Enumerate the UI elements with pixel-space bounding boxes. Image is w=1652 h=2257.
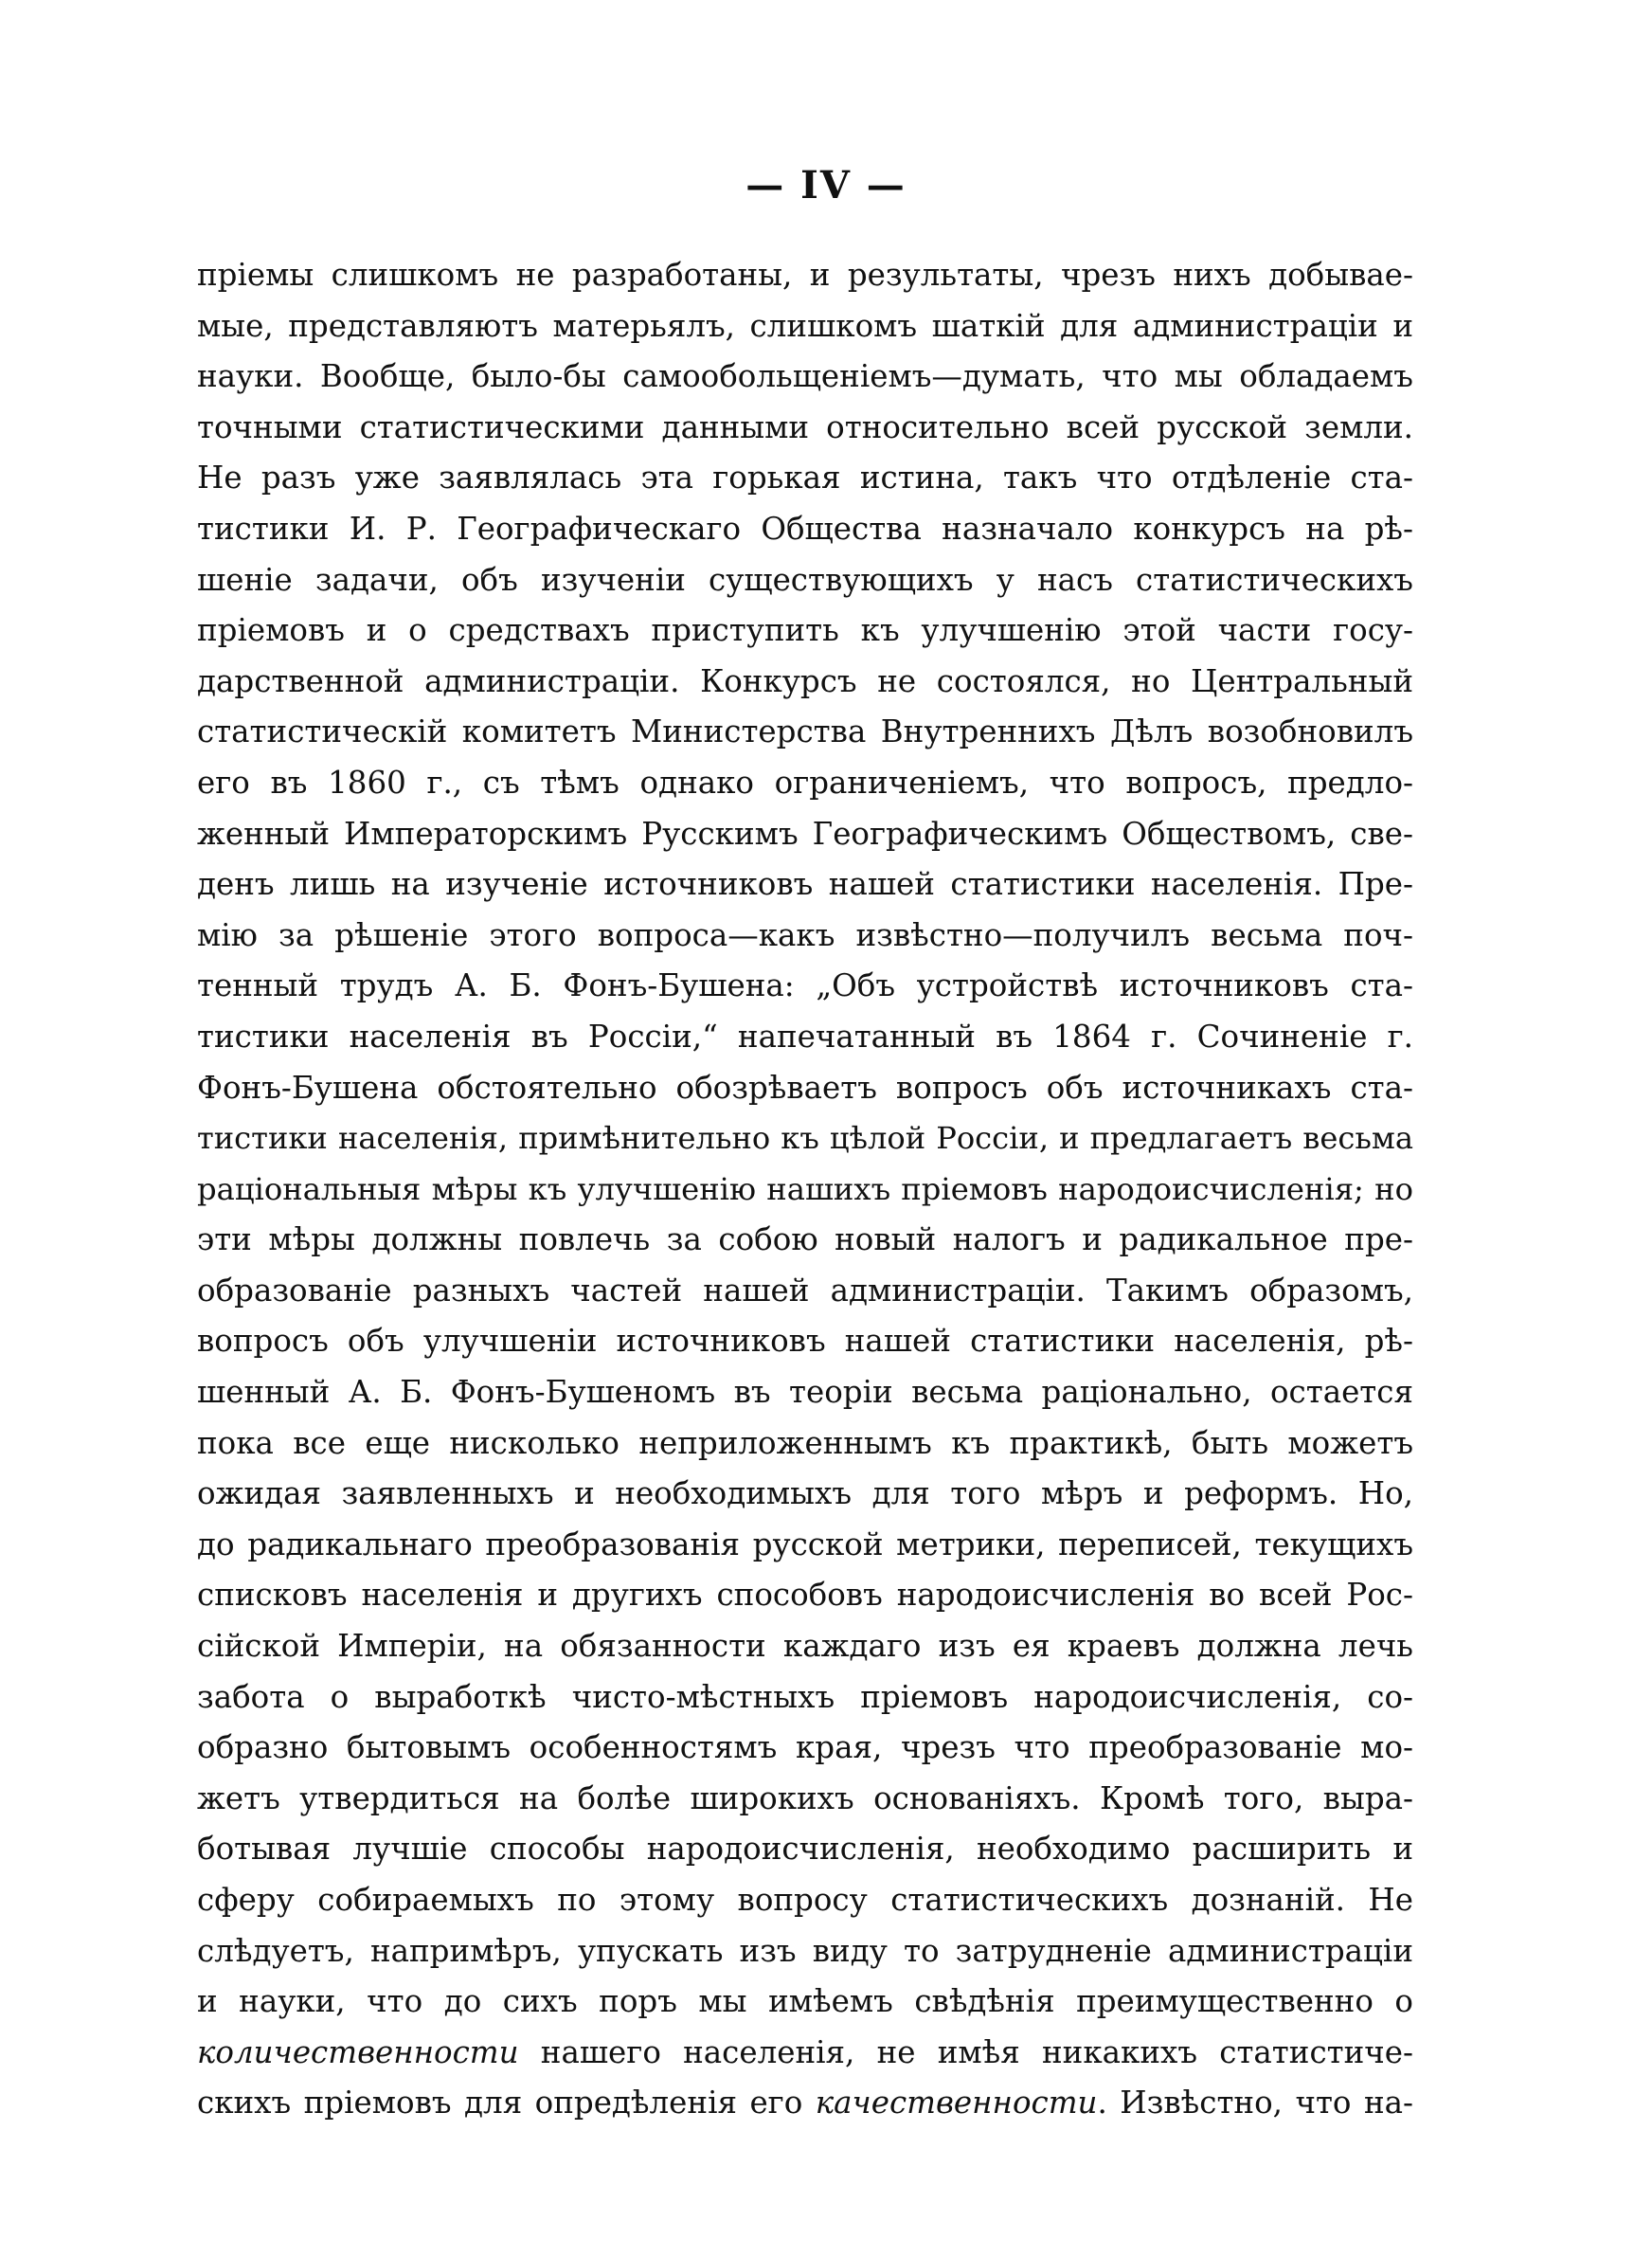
text-line (197, 707, 1413, 758)
text-segment: точными статистическими данными относительно всей русской земли. (197, 408, 1413, 445)
text-line (197, 1520, 1413, 1571)
text-line (197, 1215, 1413, 1266)
text-line (197, 1672, 1413, 1724)
text-line (197, 1469, 1413, 1520)
text-segment: науки. Вообще, было-бы самообольщеніемъ—думать, что мы обладаемъ (197, 358, 1413, 395)
text-segment: мые, представляютъ матерьялъ, слишкомъ шаткій для администраціи и (197, 307, 1413, 344)
text-segment: Не разъ уже заявлялась эта горькая истина, такъ что отдѣленіе ста- (197, 460, 1413, 497)
text-line (197, 1875, 1413, 1926)
text-segment: тенный трудъ А. Б. Фонъ-Бушена: „Объ устройствѣ источниковъ ста- (197, 967, 1413, 1004)
text-segment: до радикальнаго преобразованія русской метрики, переписей, текущихъ (197, 1526, 1413, 1562)
text-line (197, 1723, 1413, 1774)
body-text (197, 250, 1413, 2129)
text-line (197, 352, 1413, 403)
text-segment: тистики населенія въ Россіи,“ напечатанный въ 1864 г. Сочиненіе г. (197, 1018, 1413, 1055)
text-line (197, 301, 1413, 352)
text-line (197, 2078, 1413, 2129)
text-line (197, 504, 1413, 555)
text-line (197, 1165, 1413, 1216)
text-segment: вопросъ объ улучшеніи источниковъ нашей статистики населенія, рѣ- (197, 1323, 1413, 1360)
text-line (197, 605, 1413, 657)
text-segment: забота о выработкѣ чисто-мѣстныхъ пріемовъ народоисчисленія, со- (197, 1678, 1413, 1715)
text-segment: скихъ пріемовъ для опредѣленія его (197, 2085, 816, 2122)
text-segment: его въ 1860 г., съ тѣмъ однако ограниченіемъ, что вопросъ, предло- (197, 764, 1413, 801)
text-segment: сійской Имперіи, на обязанности каждаго изъ ея краевъ должна лечь (197, 1628, 1413, 1665)
text-segment: тистики населенія, примѣнительно къ цѣлой Россіи, и предлагаетъ весьма (197, 1120, 1413, 1157)
page-number: — IV — (745, 163, 907, 208)
text-line (197, 1570, 1413, 1621)
text-segment: и науки, что до сихъ поръ мы имѣемъ свѣдѣнія преимущественно о (197, 1983, 1413, 2020)
text-segment: женный Императорскимъ Русскимъ Географическимъ Обществомъ, све- (197, 815, 1413, 852)
text-segment: образно бытовымъ особенностямъ края, чрезъ что преобразованіе мо- (197, 1729, 1413, 1766)
text-line (197, 453, 1413, 504)
text-line (197, 911, 1413, 962)
text-line (197, 859, 1413, 911)
text-line (197, 1367, 1413, 1418)
italic-text: качественности (815, 2085, 1098, 2122)
text-segment: ботывая лучшіе способы народоисчисленія, необходимо расширить и (197, 1831, 1413, 1868)
text-segment: раціональныя мѣры къ улучшенію нашихъ пріемовъ народоисчисленія; но (197, 1170, 1413, 1207)
text-line (197, 1774, 1413, 1825)
text-line (197, 657, 1413, 708)
text-line (197, 403, 1413, 454)
text-segment: эти мѣры должны повлечь за собою новый налогъ и радикальное пре- (197, 1221, 1413, 1258)
text-segment: пріемовъ и о средствахъ приступить къ улучшенію этой части госу- (197, 612, 1413, 649)
text-line (197, 1977, 1413, 2028)
text-segment: дарственной администраціи. Конкурсъ не состоялся, но Центральный (197, 662, 1413, 699)
text-segment: нашего населенія, не имѣя никакихъ статистиче- (518, 2033, 1413, 2070)
text-segment: жетъ утвердиться на болѣе широкихъ основаніяхъ. Кромѣ того, выра- (197, 1779, 1413, 1816)
text-line (197, 1063, 1413, 1114)
text-segment: пока все еще нисколько неприложеннымъ къ практикѣ, быть можетъ (197, 1424, 1413, 1461)
text-segment: статистическій комитетъ Министерства Внутреннихъ Дѣлъ возобновилъ (197, 713, 1413, 750)
text-segment: слѣдуетъ, напримѣръ, упускать изъ виду то затрудненіе администраціи (197, 1932, 1413, 1969)
text-segment: пріемы слишкомъ не разработаны, и результаты, чрезъ нихъ добывае- (197, 257, 1413, 293)
text-segment: тистики И. Р. Географическаго Общества назначало конкурсъ на рѣ- (197, 510, 1413, 547)
text-line (197, 1926, 1413, 1977)
text-line (197, 1113, 1413, 1165)
text-segment: мію за рѣшеніе этого вопроса—какъ извѣстно—получилъ весьма поч- (197, 916, 1413, 953)
text-segment: образованіе разныхъ частей нашей администраціи. Такимъ образомъ, (197, 1272, 1413, 1309)
text-line (197, 2028, 1413, 2079)
text-segment: . Извѣстно, что на- (1097, 2085, 1413, 2122)
text-line (197, 1418, 1413, 1470)
text-segment: сферу собираемыхъ по этому вопросу статистическихъ дознаній. Не (197, 1882, 1413, 1918)
text-line (197, 1824, 1413, 1875)
text-line (197, 961, 1413, 1012)
text-line (197, 555, 1413, 606)
text-line (197, 809, 1413, 860)
text-line (197, 1316, 1413, 1367)
text-segment: списковъ населенія и другихъ способовъ народоисчисленія во всей Рос- (197, 1577, 1413, 1614)
italic-text: количественности (197, 2033, 519, 2070)
text-line (197, 758, 1413, 809)
text-segment: шеніе задачи, объ изученіи существующихъ у насъ статистическихъ (197, 561, 1413, 598)
text-segment: Фонъ-Бушена обстоятельно обозрѣваетъ вопросъ объ источникахъ ста- (197, 1069, 1413, 1106)
text-line (197, 250, 1413, 301)
text-line (197, 1012, 1413, 1063)
text-line (197, 1266, 1413, 1317)
text-segment: ожидая заявленныхъ и необходимыхъ для того мѣръ и реформъ. Но, (197, 1475, 1413, 1512)
text-segment: денъ лишь на изученіе источниковъ нашей статистики населенія. Пре- (197, 866, 1413, 903)
text-line (197, 1621, 1413, 1672)
text-segment: шенный А. Б. Фонъ-Бушеномъ въ теоріи весьма раціонально, остается (197, 1374, 1413, 1411)
